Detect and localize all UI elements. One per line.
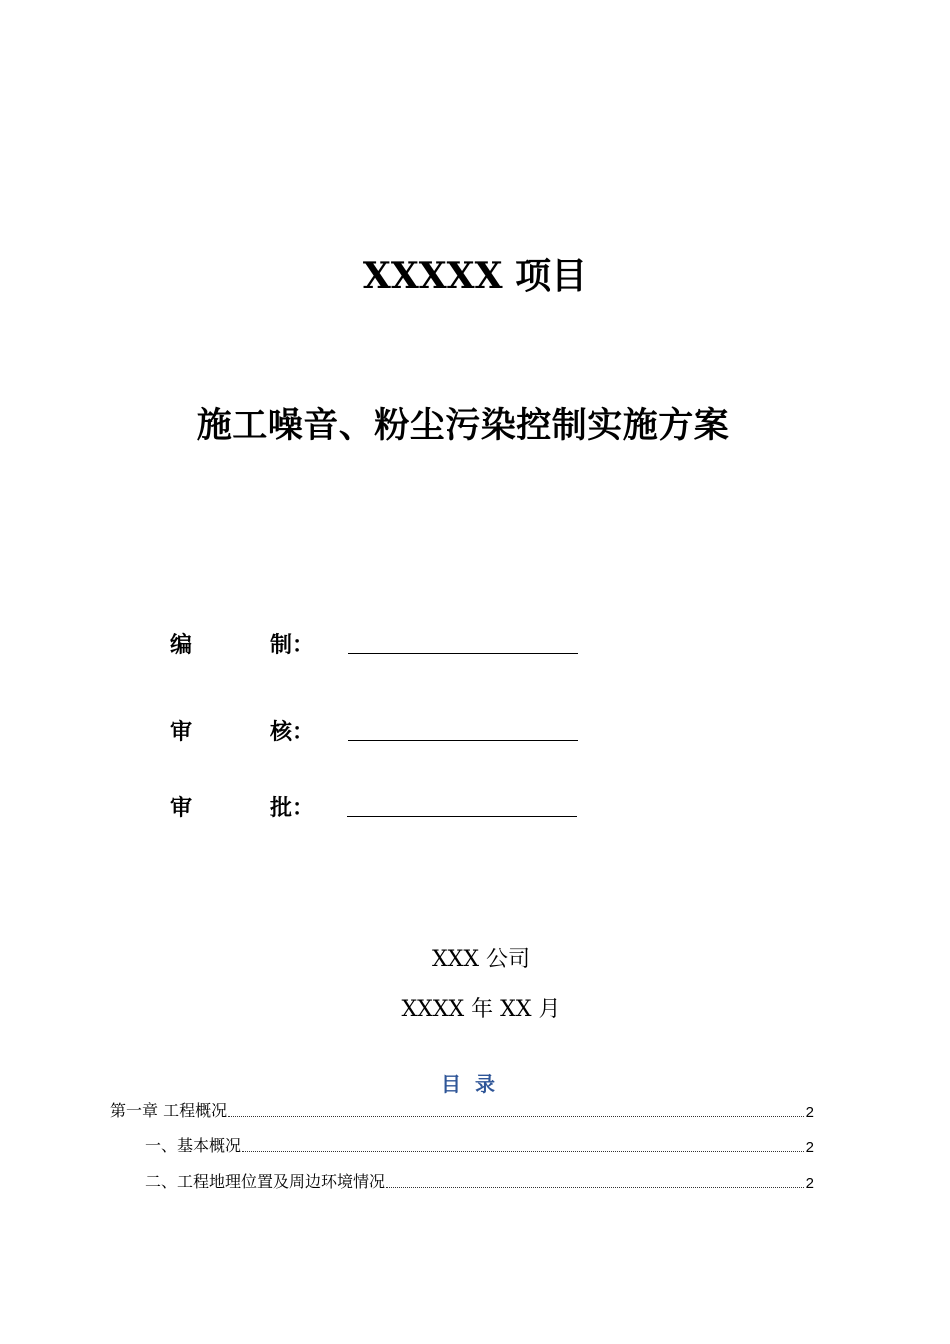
signature-label-char1: 编 — [170, 633, 193, 658]
toc-title: 目录 — [441, 1072, 509, 1096]
signature-label-char2: 制： — [270, 633, 315, 658]
signature-label-char2: 批： — [270, 796, 315, 821]
toc-entry[interactable] — [145, 1134, 814, 1156]
document-title: 施工噪音、粉尘污染控制实施方案 — [196, 406, 730, 446]
signature-line — [347, 816, 577, 817]
toc-entry-text: 一、基本概况 — [145, 1136, 242, 1155]
toc-leader-dots — [228, 1115, 804, 1117]
signature-row-prepared — [170, 628, 590, 662]
document-date: XXXX 年 XX 月 — [401, 997, 561, 1022]
toc-entry-text: 第一章 工程概况 — [110, 1101, 228, 1120]
signature-label-char1: 审 — [170, 796, 193, 821]
signature-label-char1: 审 — [170, 720, 193, 745]
signature-line — [348, 740, 578, 741]
project-title: XXXXX 项目 — [362, 255, 588, 297]
toc-entry[interactable] — [145, 1170, 814, 1192]
signature-row-approved — [170, 791, 590, 825]
company-name: XXX 公司 — [432, 947, 530, 972]
toc-page-number: 2 — [805, 1139, 814, 1156]
toc-entry[interactable] — [110, 1099, 814, 1121]
signature-line — [348, 653, 578, 654]
toc-page-number: 2 — [805, 1175, 814, 1192]
signature-row-reviewed — [170, 715, 590, 749]
toc-leader-dots — [242, 1150, 804, 1152]
toc-entry-text: 二、工程地理位置及周边环境情况 — [145, 1172, 386, 1191]
signature-label-char2: 核： — [270, 720, 315, 745]
toc-page-number: 2 — [805, 1104, 814, 1121]
toc-leader-dots — [386, 1186, 804, 1188]
